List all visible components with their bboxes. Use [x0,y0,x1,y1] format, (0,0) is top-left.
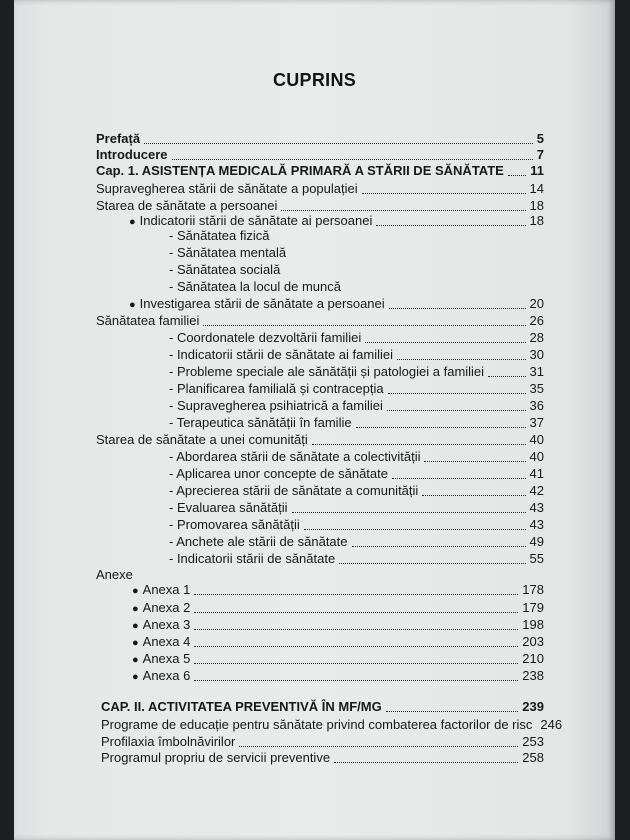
toc-entry-page: 246 [540,717,563,732]
toc-entry [169,398,544,414]
toc-entry [96,432,544,448]
toc-entry [169,330,544,346]
toc-entry-label: - Probleme speciale ale sănătății și patologiei a familiei [169,364,485,379]
dot-leader [312,444,526,445]
toc-entry-label: - Planificarea familială și contracepția [169,381,384,396]
dot-leader [194,612,518,613]
toc-entry-label: - Supravegherea psihiatrică a familiei [169,398,383,413]
toc-entry-page: 36 [529,398,544,413]
toc-entry-label: Sănătatea familiei [96,313,200,328]
dot-leader [194,646,518,647]
toc-entry-page: 253 [522,734,544,749]
dot-leader [352,546,526,547]
toc-entry-label: Investigarea stării de sănătate a persoanei [139,296,385,311]
dot-leader [172,159,533,160]
toc-entry [169,449,544,465]
bullet-icon: ● [132,603,139,615]
toc-entry [96,147,544,163]
toc-entry-label: Prefață [96,131,141,146]
bullet-icon: ● [132,671,139,683]
dot-leader [388,393,526,394]
toc-entry-label: Anexa 5 [142,651,191,666]
toc-entry [169,415,544,431]
dot-leader [194,629,518,630]
dot-leader [397,359,526,360]
dot-leader [362,193,526,194]
toc-entry [169,551,544,567]
dot-leader [281,210,525,211]
toc-entry [101,750,544,766]
toc-entry-label: Anexe [96,567,133,582]
toc-entry [96,567,544,583]
toc-entry-page: 18 [529,198,544,213]
toc-entry-label: - Aplicarea unor concepte de sănătate [169,466,388,481]
bullet-icon: ● [129,216,136,228]
toc-entry-page: 258 [522,750,544,765]
bullet-icon: ● [132,654,139,666]
toc-entry-label: Cap. 1. ASISTENȚA MEDICALĂ PRIMARĂ A STĂRII DE SĂNĂTATE [96,163,504,178]
toc-entry-label: Profilaxia îmbolnăvirilor [101,734,236,749]
dot-leader [422,495,525,496]
toc-entry [169,364,544,380]
toc-entry [169,517,544,533]
toc-entry [129,296,544,312]
toc-entry-label: Starea de sănătate a unei comunități [96,432,308,447]
dot-leader [194,680,518,681]
page-title: CUPRINS [272,70,357,90]
toc-entry-label: - Sănătatea la locul de muncă [169,279,341,294]
toc-entry-label: Anexa 2 [142,600,191,615]
toc-entry [169,245,544,261]
toc-entry-label: Programe de educație pentru sănătate privind combaterea factorilor de risc [101,717,533,732]
book-page [14,0,615,840]
toc-entry-label: Anexa 1 [142,582,191,597]
dot-leader [488,376,525,377]
toc-entry-label: - Sănătatea mentală [169,245,287,260]
toc-entry-label: - Anchete ale stării de sănătate [169,534,348,549]
toc-entry [96,181,544,197]
toc-entry [132,600,544,616]
toc-entry [169,534,544,550]
toc-entry [132,651,544,667]
bullet-icon: ● [132,637,139,649]
dot-leader [144,143,533,144]
toc-entry-page: 55 [529,551,544,566]
dot-leader [239,746,518,747]
bullet-icon: ● [132,585,139,597]
toc-entry [132,617,544,633]
bullet-icon: ● [129,299,136,311]
toc-entry-label: Supravegherea stării de sănătate a populației [96,181,358,196]
toc-entry-page: 40 [529,449,544,464]
toc-entry [169,466,544,482]
toc-entry [96,131,544,147]
toc-entry-page: 41 [529,466,544,481]
bullet-icon: ● [132,620,139,632]
toc-entry-label: - Sănătatea socială [169,262,281,277]
toc-entry-page: 43 [529,517,544,532]
toc-entry-page: 210 [522,651,544,666]
toc-entry-label: Anexa 3 [142,617,191,632]
toc-entry-page: 18 [529,213,544,228]
dot-leader [392,478,526,479]
dot-leader [356,427,526,428]
toc-entry-page: 40 [529,432,544,447]
dot-leader [292,512,526,513]
toc-entry-page: 26 [529,313,544,328]
toc-entry-label: Indicatorii stării de sănătate ai persoanei [139,213,373,228]
toc-entry [132,634,544,650]
table-of-contents [14,0,615,840]
toc-entry [169,500,544,516]
toc-entry [101,699,544,715]
dot-leader [376,225,525,226]
toc-entry-page: 203 [522,634,544,649]
toc-entry-page: 198 [522,617,544,632]
toc-entry-label: - Sănătatea fizică [169,228,270,243]
toc-entry [132,668,544,684]
toc-entry-label: - Abordarea stării de sănătate a colectivității [169,449,421,464]
toc-entry-label: Starea de sănătate a persoanei [96,198,278,213]
toc-entry-page: 43 [529,500,544,515]
toc-entry-page: 37 [529,415,544,430]
toc-entry-label: Introducere [96,147,168,162]
toc-entry [96,163,544,179]
toc-entry [169,279,544,295]
toc-entry [169,347,544,363]
toc-entry-label: Anexa 6 [142,668,191,683]
dot-leader [304,529,526,530]
toc-entry [169,262,544,278]
toc-entry [101,734,544,750]
toc-entry [101,717,563,733]
dot-leader [194,594,518,595]
toc-entry [96,313,544,329]
toc-entry-page: 238 [522,668,544,683]
toc-entry [169,228,544,244]
toc-entry-label: - Indicatorii stării de sănătate ai familiei [169,347,393,362]
toc-entry-label: - Indicatorii stării de sănătate [169,551,336,566]
toc-entry-label: Anexa 4 [142,634,191,649]
toc-entry-page: 49 [529,534,544,549]
toc-entry [132,582,544,598]
toc-entry-label: - Evaluarea sănătății [169,500,288,515]
toc-entry-label: - Aprecierea stării de sănătate a comunității [169,483,419,498]
toc-entry-page: 11 [530,163,544,178]
dot-leader [508,175,526,176]
dot-leader [387,410,526,411]
toc-entry-page: 20 [529,296,544,311]
dot-leader [334,762,518,763]
toc-entry-page: 42 [529,483,544,498]
dot-leader [339,563,525,564]
toc-entry-label: - Promovarea sănătății [169,517,300,532]
dot-leader [194,663,518,664]
dot-leader [365,342,525,343]
toc-entry-page: 35 [529,381,544,396]
toc-entry-page: 14 [529,181,544,196]
toc-entry-label: CAP. II. ACTIVITATEA PREVENTIVĂ ÎN MF/MG [101,699,382,714]
toc-entry-page: 30 [529,347,544,362]
toc-entry-label: - Terapeutica sănătății în familie [169,415,352,430]
toc-entry-page: 178 [522,582,544,597]
toc-entry [169,483,544,499]
dot-leader [386,711,519,712]
dot-leader [389,308,526,309]
toc-entry-label: - Coordonatele dezvoltării familiei [169,330,362,345]
toc-entry-page: 5 [536,131,544,146]
toc-entry-page: 179 [522,600,544,615]
toc-entry [96,198,544,214]
toc-entry-label: Programul propriu de servicii preventive [101,750,331,765]
dot-leader [424,461,525,462]
dot-leader [203,325,525,326]
toc-entry [169,381,544,397]
toc-entry-page: 239 [522,699,544,714]
toc-entry [129,213,544,229]
toc-entry-page: 7 [536,147,544,162]
toc-entry-page: 28 [529,330,544,345]
toc-entry-page: 31 [529,364,544,379]
